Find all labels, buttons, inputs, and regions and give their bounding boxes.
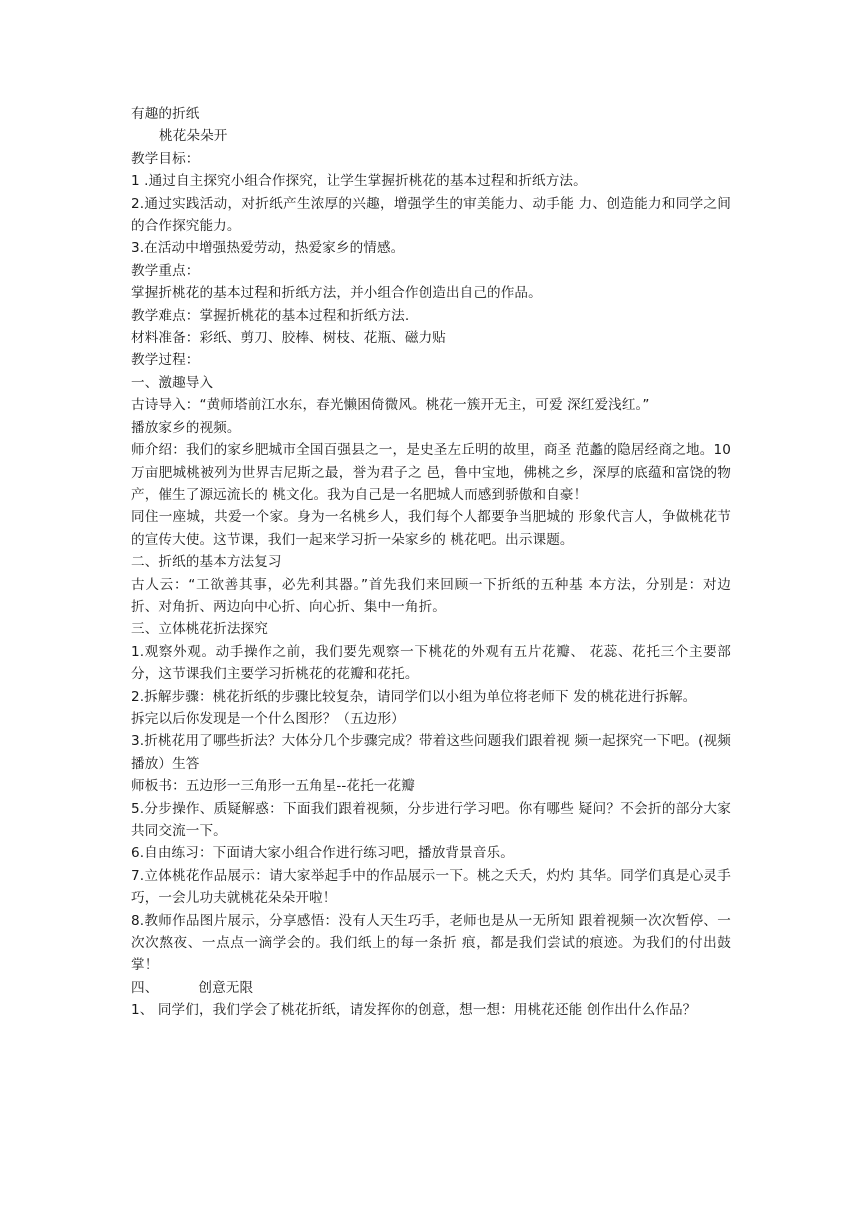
paragraph: 师介绍：我们的家乡肥城市全国百强县之一，是史圣左丘明的故里，商圣 范蠡的隐居经商之地。10 万亩肥城桃被列为世界吉尼斯之最，誉为君子之 邑，鲁中宝地，佛桃之乡，深厚的底蕴和富饶的物产，催生了源远流长的 桃文化。我为自己是一名肥城人而感到骄傲和自豪！	[131, 442, 731, 503]
paragraph: 教学过程：	[131, 352, 200, 369]
paragraph: 教学难点：掌握折桃花的基本过程和折纸方法.	[131, 307, 410, 324]
paragraph: 教学目标：	[131, 150, 200, 167]
paragraph: 古诗导入：“黄师塔前江水东，春光懒困倚微风。桃花一簇开无主，可爱 深红爱浅红。”	[131, 397, 650, 414]
paragraph: 3.折桃花用了哪些折法？大体分几个步骤完成？带着这些问题我们跟着视 频一起探究一下吧。(视频播放）生答	[131, 733, 731, 772]
paragraph: 播放家乡的视频。	[131, 419, 241, 436]
paragraph: 古人云：“工欲善其事，必先利其器。”首先我们来回顾一下折纸的五种基 本方法，分别是：对边折、对角折、两边向中心折、向心折、集中一角折。	[131, 576, 731, 615]
paragraph: 师板书：五边形一三角形一五角星--花托一花瓣	[131, 778, 415, 795]
section-heading: 一、激趣导入	[131, 374, 214, 391]
document-body	[131, 103, 731, 1022]
paragraph: 拆完以后你发现是一个什么图形？（五边形）	[131, 710, 405, 727]
section-number: 四、	[131, 979, 159, 996]
paragraph: 材料准备：彩纸、剪刀、胶棒、树枝、花瓶、磁力贴	[131, 330, 446, 347]
paragraph: 教学重点：	[131, 262, 200, 279]
section-heading: 二、折纸的基本方法复习	[131, 554, 282, 571]
paragraph: 5.分步操作、质疑解惑：下面我们跟着视频，分步进行学习吧。你有哪些 疑问？不会折的部分大家共同交流一下。	[131, 800, 731, 839]
paragraph: 1.观察外观。动手操作之前，我们要先观察一下桃花的外观有五片花瓣、 花蕊、花托三个主要部分，这节课我们主要学习折桃花的花瓣和花托。	[131, 643, 731, 683]
paragraph: 8.教师作品图片展示，分享感悟：没有人天生巧手，老师也是从一无所知 跟着视频一次次暂停、一次次熬夜、一点点一滴学会的。我们纸上的每一条折 痕，都是我们尝试的痕迹。为我们的付出鼓掌！	[131, 912, 731, 974]
paragraph: 7.立体桃花作品展示：请大家举起手中的作品展示一下。桃之夭夭，灼灼 其华。同学们真是心灵手巧，一会儿功夫就桃花朵朵开啦！	[131, 867, 731, 907]
document-title: 有趣的折纸	[131, 106, 200, 122]
paragraph: 3.在活动中增强热爱劳动，热爱家乡的情感。	[131, 240, 405, 257]
paragraph: 同住一座城，共爱一个家。身为一名桃乡人，我们每个人都要争当肥城的 形象代言人，争做桃花节的宣传大使。这节课，我们一起来学习折一朵家乡的 桃花吧。出示课题。	[131, 509, 731, 548]
section-heading	[131, 977, 731, 999]
paragraph: 掌握折桃花的基本过程和折纸方法，并小组合作创造出自己的作品。	[131, 285, 542, 302]
paragraph: 6.自由练习：下面请大家小组合作进行练习吧，播放背景音乐。	[131, 845, 514, 862]
paragraph: 2.通过实践活动，对折纸产生浓厚的兴趣，增强学生的审美能力、动手能 力、创造能力和同学之间的合作探究能力。	[131, 195, 731, 235]
section-heading: 三、立体桃花折法探究	[131, 621, 268, 638]
paragraph: 1 .通过自主探究小组合作探究，让学生掌握折桃花的基本过程和折纸方法。	[131, 173, 587, 190]
section-title: 创意无限	[198, 979, 254, 996]
document-subtitle: 桃花朵朵开	[159, 128, 228, 145]
paragraph: 1、 同学们，我们学会了桃花折纸，请发挥你的创意，想一想：用桃花还能 创作出什么作品？	[131, 1002, 697, 1019]
paragraph: 2.拆解步骤：桃花折纸的步骤比较复杂，请同学们以小组为单位将老师下 发的桃花进行拆解。	[131, 688, 697, 705]
